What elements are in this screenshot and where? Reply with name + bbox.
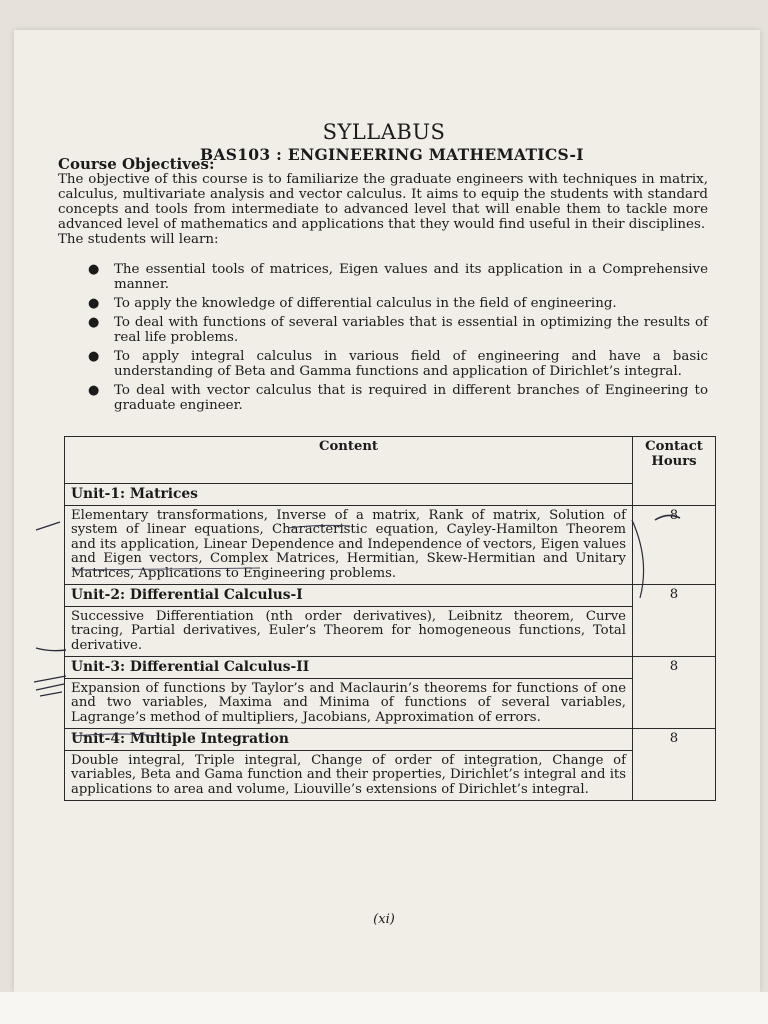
unit-title: Unit-2: Differential Calculus-I <box>65 585 633 607</box>
contact-hours-cell: 8 <box>633 505 716 585</box>
hours-column-header: Contact Hours <box>633 437 716 506</box>
unit-body-row <box>65 678 716 729</box>
page-bottom-margin <box>0 992 768 1024</box>
objective-text: To apply integral calculus in various field of engineering and have a basic understanding of Beta and Gamma functions and application of Dirichlet’s integral. <box>114 349 708 379</box>
unit-title: Unit-1: Matrices <box>65 484 633 506</box>
content-column-header: Content <box>65 437 633 484</box>
objective-text: To deal with functions of several variables that is essential in optimizing the results of real life problems. <box>114 315 708 345</box>
contact-hours-cell: 8 <box>633 729 716 801</box>
unit-title-row <box>65 484 716 506</box>
objective-item <box>86 262 708 292</box>
contact-hours-cell: 8 <box>633 657 716 729</box>
unit-content: Elementary transformations, Inverse of a matrix, Rank of matrix, Solution of system of linear equations, Characteristic equation, Cayley-Hamilton Theorem and its application, Linear Dependence and Independence of vectors, Eigen values and Eigen vectors, Complex Matrices, Hermitian, Skew-Hermitian and Unitary Matrices, Applications to Engineering problems. <box>65 505 633 585</box>
unit-title-row <box>65 729 716 751</box>
objective-item <box>86 349 708 379</box>
intro-lead-in: The students will learn: <box>58 232 219 247</box>
objective-item <box>86 296 708 311</box>
contact-hours-cell: 8 <box>633 585 716 657</box>
bullet-icon: ● <box>88 349 100 364</box>
intro-paragraph: The objective of this course is to familiarize the graduate engineers with techniques in matrix, calculus, multivariate analysis and vector calculus. It aims to equip the students with standard concepts and tools from intermediate to advanced level that will enable them to tackle more advanced level of mathematics and applications that they would find useful in their disciplines. <box>58 172 708 232</box>
unit-title-row <box>65 657 716 679</box>
bullet-icon: ● <box>88 262 100 277</box>
unit-title: Unit-4: Multiple Integration <box>65 729 633 751</box>
objectives-heading: Course Objectives: <box>58 155 215 173</box>
unit-content: Successive Differentiation (nth order derivatives), Leibnitz theorem, Curve tracing, Partial derivatives, Euler’s Theorem for homogeneous functions, Total derivative. <box>65 606 633 657</box>
course-code-title: BAS103 : ENGINEERING MATHEMATICS-I <box>200 145 584 164</box>
syllabus-table <box>64 436 716 801</box>
bullet-icon: ● <box>88 383 100 398</box>
objectives-list <box>86 262 708 417</box>
unit-content: Expansion of functions by Taylor’s and Maclaurin’s theorems for functions of one and two variables, Maxima and Minima of functions of several variables, Lagrange’s method of multipliers, Jacobians, Approximation of errors. <box>65 678 633 729</box>
unit-body-row <box>65 606 716 657</box>
page-number: (xi) <box>373 912 395 927</box>
objective-text: The essential tools of matrices, Eigen values and its application in a Comprehensive manner. <box>114 262 708 292</box>
page-title: SYLLABUS <box>322 120 446 144</box>
intro-text <box>58 172 708 247</box>
bullet-icon: ● <box>88 315 100 330</box>
unit-title: Unit-3: Differential Calculus-II <box>65 657 633 679</box>
unit-body-row <box>65 750 716 801</box>
bullet-icon: ● <box>88 296 100 311</box>
unit-content: Double integral, Triple integral, Change of order of integration, Change of variables, Beta and Gama function and their properties, Dirichlet’s integral and its applications to area and volume, Liouville’s extensions of Dirichlet’s integral. <box>65 750 633 801</box>
unit-body-row <box>65 505 716 585</box>
unit-title-row <box>65 585 716 607</box>
objective-item <box>86 383 708 413</box>
objective-item <box>86 315 708 345</box>
table-header-row <box>65 437 716 484</box>
objective-text: To apply the knowledge of differential calculus in the field of engineering. <box>114 296 617 311</box>
objective-text: To deal with vector calculus that is required in different branches of Engineering to graduate engineer. <box>114 383 708 413</box>
